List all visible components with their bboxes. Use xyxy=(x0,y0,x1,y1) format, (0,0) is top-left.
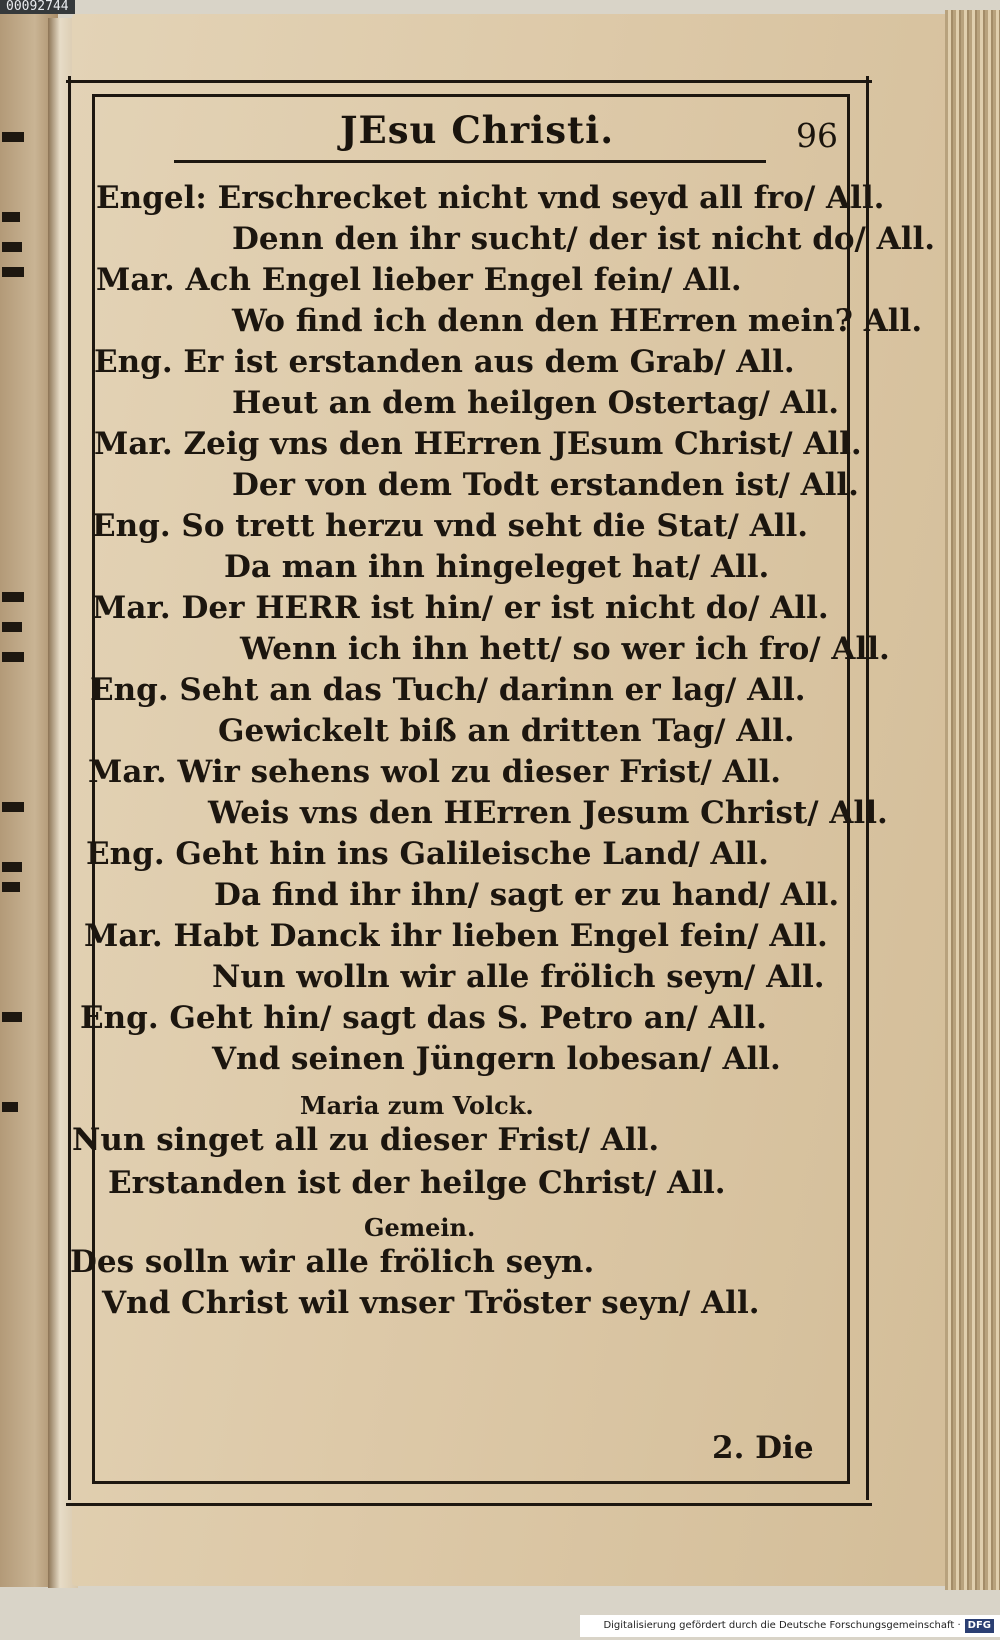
text-line: Erstanden ist der heilge Christ/ All. xyxy=(108,1165,726,1201)
text-line: Nun wolln wir alle frölich seyn/ All. xyxy=(212,959,825,995)
running-head: JEsu Christi. xyxy=(340,108,615,152)
text-line: Eng. Geht hin ins Galileische Land/ All. xyxy=(86,836,769,872)
header-rule xyxy=(100,160,840,163)
text-line: Da find ihr ihn/ sagt er zu hand/ All. xyxy=(214,877,840,913)
text-line: Denn den ihr sucht/ der ist nicht do/ All. xyxy=(232,221,936,257)
text-line: Eng. Seht an das Tuch/ darinn er lag/ All. xyxy=(90,672,806,708)
text-line: Engel: Erschrecket nicht vnd seyd all fro/ All. xyxy=(96,180,885,216)
page-stack-edge xyxy=(945,10,1000,1590)
frame-left-rule xyxy=(68,76,71,1500)
page-number: 96 xyxy=(796,116,838,155)
text-line: Eng. Er ist erstanden aus dem Grab/ All. xyxy=(94,344,795,380)
text-line: Gewickelt biß an dritten Tag/ All. xyxy=(218,713,795,749)
text-line: Mar. Ach Engel lieber Engel fein/ All. xyxy=(96,262,742,298)
text-line: Heut an dem heilgen Ostertag/ All. xyxy=(232,385,840,421)
text-line: Nun singet all zu dieser Frist/ All. xyxy=(72,1122,660,1158)
text-line: Vnd seinen Jüngern lobesan/ All. xyxy=(212,1041,781,1077)
footer-credit: Digitalisierung gefördert durch die Deutsche Forschungsgemeinschaft · xyxy=(603,1620,961,1631)
dfg-logo: DFG xyxy=(965,1619,994,1633)
text-line: Eng. So trett herzu vnd seht die Stat/ All. xyxy=(92,508,809,544)
text-line: Mar. Zeig vns den HErren JEsum Christ/ All. xyxy=(94,426,862,462)
text-line: Mar. Der HERR ist hin/ er ist nicht do/ All. xyxy=(92,590,829,626)
speaker-heading: Gemein. xyxy=(364,1213,476,1242)
text-line: Weis vns den HErren Jesum Christ/ All. xyxy=(208,795,888,831)
text-line: Des solln wir alle frölich seyn. xyxy=(70,1244,595,1280)
catchword: 2. Die xyxy=(712,1430,814,1466)
text-line: Wenn ich ihn hett/ so wer ich fro/ All. xyxy=(240,631,890,667)
text-line: Wo find ich denn den HErren mein? All. xyxy=(232,303,923,339)
text-line: Da man ihn hingeleget hat/ All. xyxy=(224,549,770,585)
speaker-heading: Maria zum Volck. xyxy=(300,1091,534,1120)
text-line: Der von dem Todt erstanden ist/ All. xyxy=(232,467,859,503)
text-line: Eng. Geht hin/ sagt das S. Petro an/ All. xyxy=(80,1000,767,1036)
text-line: Vnd Christ wil vnser Tröster seyn/ All. xyxy=(102,1285,760,1321)
text-line: Mar. Habt Danck ihr lieben Engel fein/ All. xyxy=(84,918,828,954)
scan-id-label: 00092744 xyxy=(0,0,75,14)
frame-right-rule xyxy=(866,76,869,1500)
digitization-footer xyxy=(580,1615,1000,1637)
text-line: Mar. Wir sehens wol zu dieser Frist/ All. xyxy=(88,754,782,790)
